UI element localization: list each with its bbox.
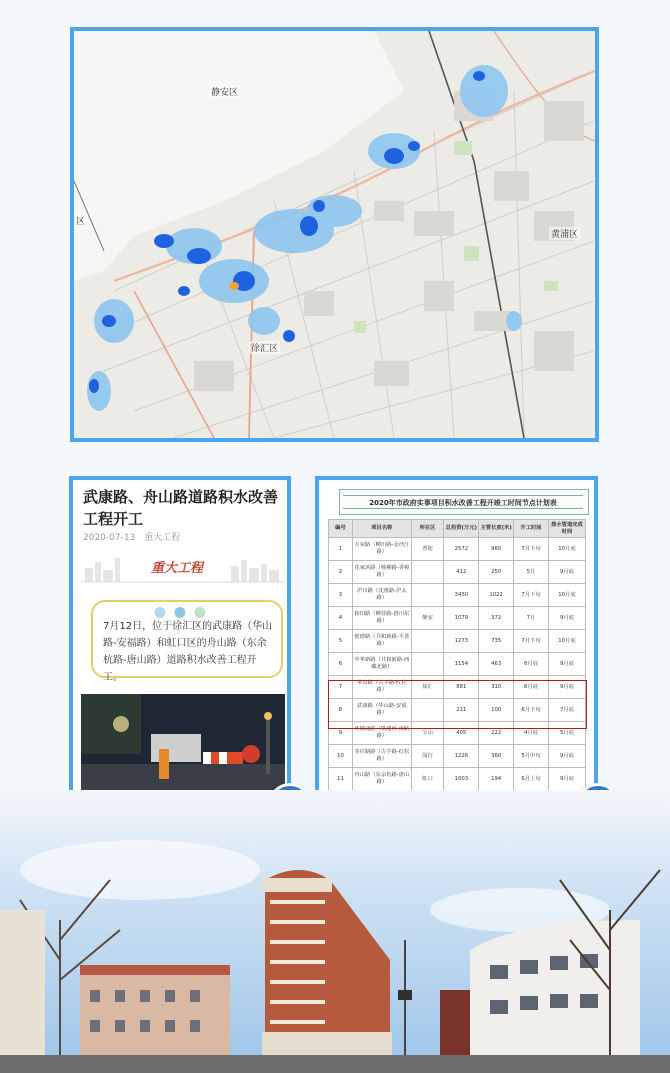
- table-cell: [411, 561, 444, 584]
- article-banner: [81, 548, 285, 586]
- table-cell: 1079: [444, 607, 479, 630]
- table-cell: 1226: [444, 745, 479, 768]
- table-row: [329, 676, 586, 699]
- table-cell: 1022: [479, 584, 514, 607]
- table-cell: [411, 584, 444, 607]
- table-cell: 881: [444, 676, 479, 699]
- table-body: [329, 538, 586, 791]
- banner-text: 重大工程: [151, 561, 204, 576]
- table-cell: 华山路（古羊路-红松路）: [352, 676, 411, 699]
- table-cell: 普陀: [411, 538, 444, 561]
- table-cell: 6月底: [514, 676, 549, 699]
- table-cell: 5月: [514, 561, 549, 584]
- table-cell: 2: [329, 561, 353, 584]
- table-cell: 7月: [514, 607, 549, 630]
- plan-table: [328, 519, 586, 791]
- table-cell: 花家浜路（杨柳路-香樟路）: [352, 561, 411, 584]
- table-cell: 360: [479, 745, 514, 768]
- table-cell: 8: [329, 699, 353, 722]
- table-cell: 7月下旬: [514, 584, 549, 607]
- table-cell: 中华新路（共和新路-西藏北路）: [352, 653, 411, 676]
- table-cell: 1273: [444, 630, 479, 653]
- table-cell: 万荣路（柳川路-金沙江路）: [352, 538, 411, 561]
- dot-icon: [154, 607, 165, 618]
- table-row: [329, 538, 586, 561]
- table-cell: 10月底: [548, 538, 585, 561]
- table-cell: [411, 699, 444, 722]
- table-row: [329, 584, 586, 607]
- article-card[interactable]: [69, 476, 291, 803]
- table-row: [329, 607, 586, 630]
- table-cell: 9月底: [548, 676, 585, 699]
- table-cell: 250: [479, 561, 514, 584]
- table-row: [329, 745, 586, 768]
- table-cell: 9月底: [548, 745, 585, 768]
- map-label-edge: 区: [74, 214, 87, 227]
- article-date: 2020-07-13: [83, 533, 136, 543]
- table-cell: 静安: [411, 607, 444, 630]
- map-label-huangpu: 黄浦区: [549, 227, 580, 240]
- table-header-cell: 项目名称: [352, 520, 411, 538]
- table-cell: 武康路（华山路-安福路）: [352, 699, 411, 722]
- table-cell: 闵行: [411, 745, 444, 768]
- table-cell: 10月底: [548, 584, 585, 607]
- map-card[interactable]: [70, 27, 599, 442]
- flood-map: [74, 31, 595, 438]
- article-meta: [83, 530, 180, 543]
- table-cell: 10月底: [548, 630, 585, 653]
- table-cell: 2572: [444, 538, 479, 561]
- table-cell: 3430: [444, 584, 479, 607]
- table-cell: [411, 653, 444, 676]
- table-cell: 463: [479, 653, 514, 676]
- table-cell: 5月中旬: [514, 745, 549, 768]
- table-cell: 9月底: [548, 653, 585, 676]
- table-cell: 222: [479, 722, 514, 745]
- table-cell: 10: [329, 745, 353, 768]
- table-cell: 6月下旬: [514, 699, 549, 722]
- table-cell: 5: [329, 630, 353, 653]
- table-header-row: [329, 520, 586, 538]
- table-cell: 7月下旬: [514, 538, 549, 561]
- table-cell: 7月底: [548, 699, 585, 722]
- table-cell: 7月下旬: [514, 630, 549, 653]
- table-cell: 彼德路（共和新路-平善路）: [352, 630, 411, 653]
- table-header-cell: 所在区: [411, 520, 444, 538]
- dot-icon: [195, 607, 206, 618]
- street-scene: [0, 790, 670, 1073]
- table-cell: 9月底: [548, 768, 585, 791]
- table-cell: 莘任路路（古羊路-红松路）: [352, 745, 411, 768]
- article-photo: [81, 694, 285, 802]
- table-row: [329, 699, 586, 722]
- table-cell: 6月底: [514, 653, 549, 676]
- table-cell: 11: [329, 768, 353, 791]
- table-cell: 5月底: [548, 722, 585, 745]
- table-cell: 1: [329, 538, 353, 561]
- table-cell: 6: [329, 653, 353, 676]
- table-cell: [411, 630, 444, 653]
- table-cell: 6月上旬: [514, 768, 549, 791]
- table-header-cell: 排水管道完成时间: [548, 520, 585, 538]
- table-header-cell: 总投资(万元): [444, 520, 479, 538]
- table-row: [329, 768, 586, 791]
- table-cell: 舟山路（东余杭路-唐山路）: [352, 768, 411, 791]
- table-cell: 1154: [444, 653, 479, 676]
- table-cell: 9月底: [548, 607, 585, 630]
- table-row: [329, 653, 586, 676]
- table-cell: 9: [329, 722, 353, 745]
- article-category: 重大工程: [144, 533, 181, 543]
- street-illustration: [0, 790, 670, 1073]
- table-cell: 412: [444, 561, 479, 584]
- map-label-jingan: 静安区: [209, 85, 240, 98]
- table-header-cell: 开工时间: [514, 520, 549, 538]
- table-cell: 宝山: [411, 722, 444, 745]
- table-cell: 4月底: [514, 722, 549, 745]
- table-cell: 虹口: [411, 768, 444, 791]
- table-row: [329, 561, 586, 584]
- table-cell: 735: [479, 630, 514, 653]
- table-cell: 211: [444, 699, 479, 722]
- table-cell: 100: [479, 699, 514, 722]
- construction-photo: [81, 694, 285, 802]
- table-cell: 4: [329, 607, 353, 630]
- table-cell: 310: [479, 676, 514, 699]
- table-header-cell: 编号: [329, 520, 353, 538]
- table-cell: 960: [479, 538, 514, 561]
- dot-icon: [175, 607, 186, 618]
- table-row: [329, 630, 586, 653]
- table-cell: 3: [329, 584, 353, 607]
- article-title: 武康路、舟山路道路积水改善工程开工: [83, 488, 279, 528]
- table-cell: 372: [479, 607, 514, 630]
- table-cell: 1003: [444, 768, 479, 791]
- article-body: 7月12日，位于徐汇区的武康路（华山路-安福路）和虹口区的舟山路（东余杭路-唐山路）道路积水改善工程开工。: [103, 621, 273, 683]
- table-cell: 沪川路（沈惠路-沪太路）: [352, 584, 411, 607]
- table-title: 2020年市政府实事项目积水改善工程开竣工时间节点计划表: [343, 495, 583, 509]
- table-cell: 194: [479, 768, 514, 791]
- table-cell: 和田路（柳营路-洛川东路）: [352, 607, 411, 630]
- table-header-cell: 主管长度(米): [479, 520, 514, 538]
- table-cell: 405: [444, 722, 479, 745]
- table-cell: 徐汇: [411, 676, 444, 699]
- table-row: [329, 722, 586, 745]
- map-label-xuhui: 徐汇区: [249, 341, 280, 354]
- table-cell: 7: [329, 676, 353, 699]
- table-cell: 9月底: [548, 561, 585, 584]
- table-card[interactable]: [315, 476, 598, 803]
- table-cell: 环镇北路（铁通河-南路路）: [352, 722, 411, 745]
